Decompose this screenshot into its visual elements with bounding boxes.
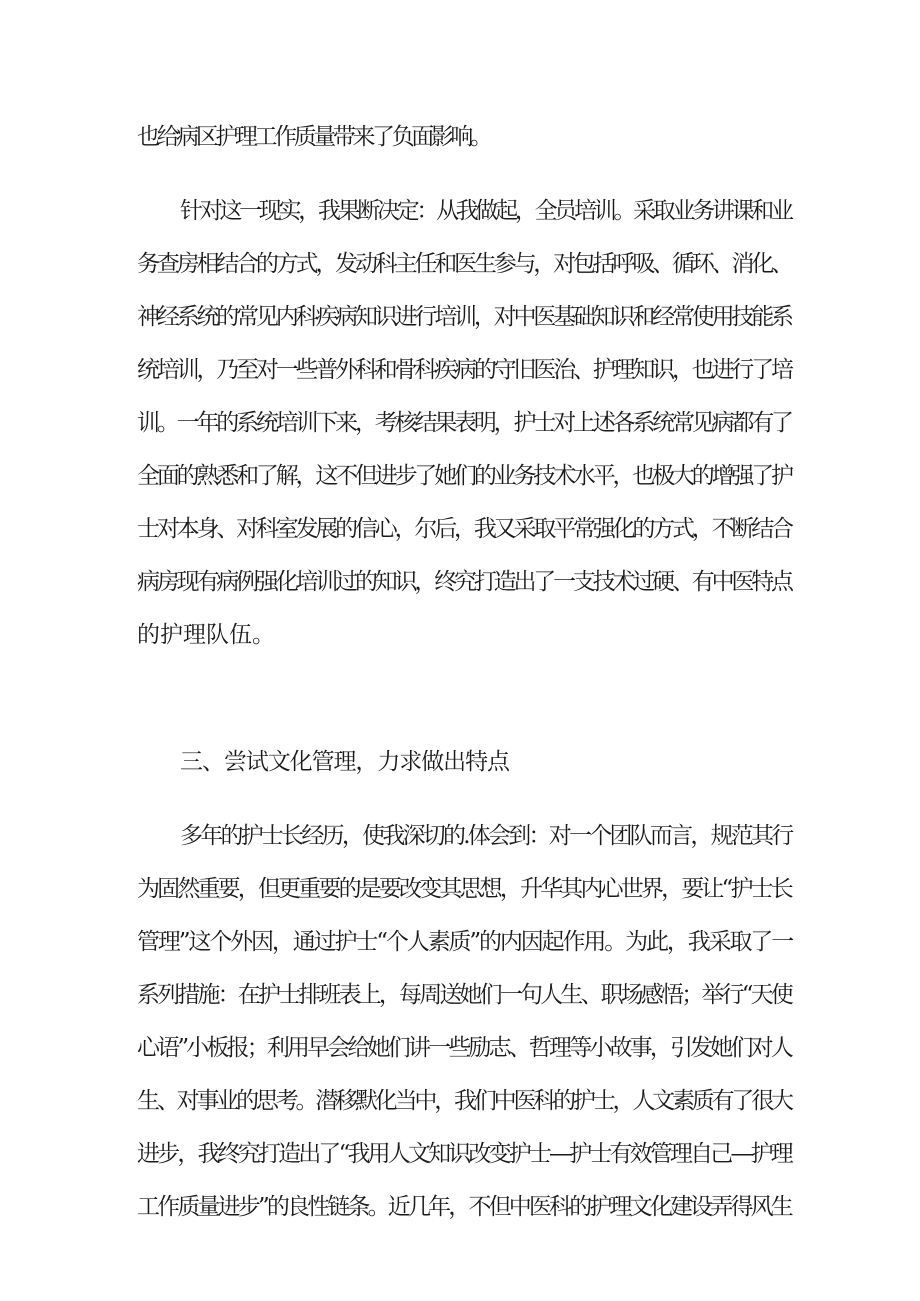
text-line: 工作质量进步”的良性链条。近几年，不但中医科的护理文化建设弄得风生: [137, 1194, 791, 1220]
text-line: 针对这一现实，我果断决定：从我做起，全员培训。采取业务讲课和业: [180, 198, 791, 224]
text-line: [137, 673, 257, 703]
text-line: 多年的护士长经历，使我深切的.体会到：对一个团队而言，规范其行: [180, 823, 792, 849]
text-line: 系列措施：在护士排班表上，每周送她们一句人生、职场感悟；举行“天使: [137, 982, 791, 1008]
text-line: 生、对事业的思考。潜移默化当中，我们中医科的护士，人文素质有了很大: [137, 1088, 791, 1114]
text-line: 心语”小板报；利用早会给她们讲一些励志、哲理等小故事，引发她们对人: [137, 1035, 791, 1061]
text-line: 全面的熟悉和了解，这不但进步了她们的业务技术水平，也极大的增强了护: [137, 463, 791, 489]
text-line: 训。一年的系统培训下来，考核结果表明，护士对上述各系统常见病都有了: [137, 410, 791, 436]
text-line: 管理”这个外因，通过护士“个人素质”的内因起作用。为此，我采取了一: [137, 929, 793, 955]
text-line: 病房现有病例强化培训过的知识，终究打造出了一支技术过硬、有中医特点: [137, 569, 791, 595]
text-line: 统培训，乃至对一些普外科和骨科疾病的守旧医治、护理知识，也进行了培: [137, 357, 791, 383]
text-line: 神经系统的常见内科疾病知识进行培训，对中医基础知识和经常使用技能系: [137, 304, 791, 330]
section-heading: 三、尝试文化管理，力求做出特点: [180, 749, 509, 775]
text-line: 士对本身、对科室发展的信心，尔后，我又采取平常强化的方式，不断结合: [137, 516, 791, 542]
text-line: 为固然重要，但更重要的是要改变其思想，升华其内心世界，要让“护士长: [137, 876, 791, 902]
text-line: 进步，我终究打造出了“我用人文知识改变护士—护士有效管理自己—护理: [137, 1141, 791, 1167]
text-line: 务查房相结合的方式，发动科主任和医生参与，对包括呼吸、循环、消化、: [137, 251, 791, 277]
text-line: 也给病区护理工作质量带来了负面影响。: [137, 124, 490, 150]
text-line: 的护理队伍。: [137, 622, 275, 648]
